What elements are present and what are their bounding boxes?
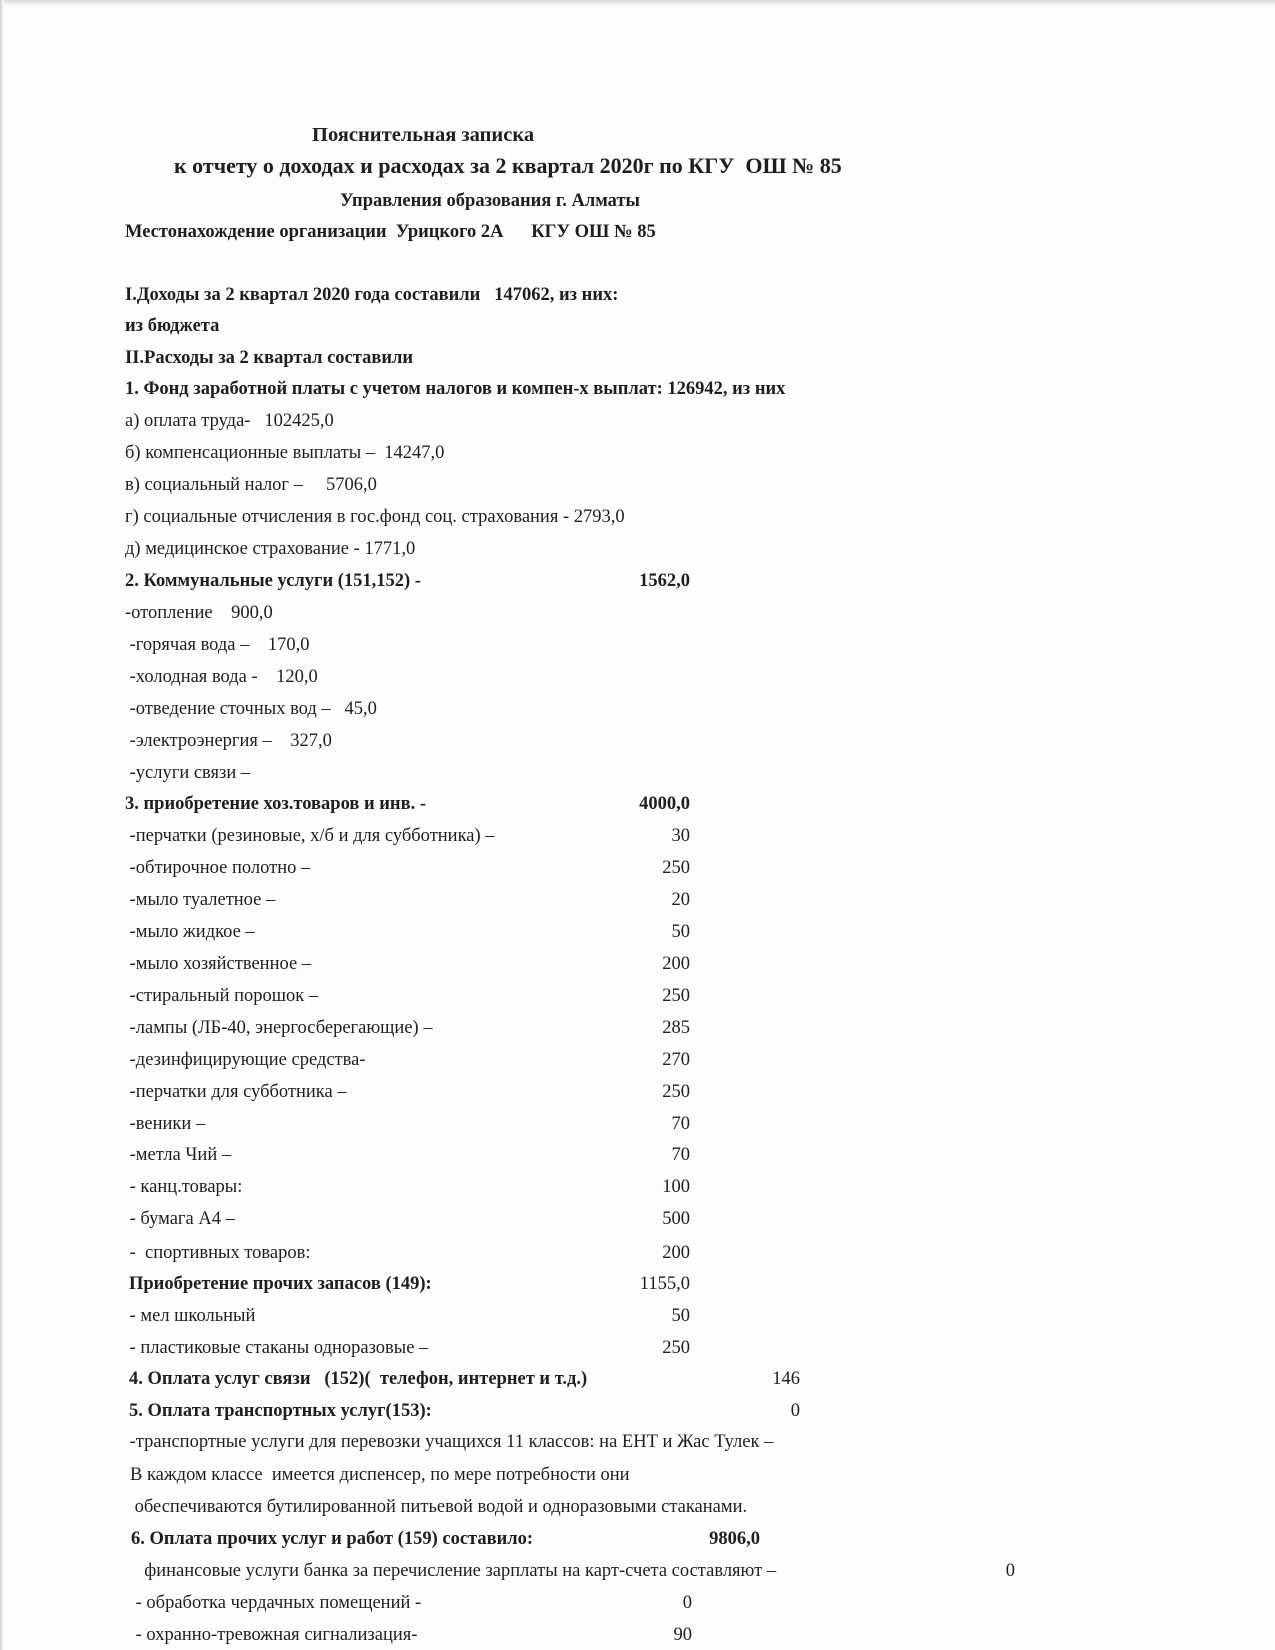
household-item-value: 70 (671, 1145, 690, 1165)
household-item-value: 20 (671, 890, 690, 910)
utilities-total: 1562,0 (639, 571, 690, 591)
expenses-heading: II.Расходы за 2 квартал составили (125, 348, 414, 368)
other-stock-item-label: - пластиковые стаканы одноразовые – (125, 1338, 429, 1358)
other-services-item-value: 0 (682, 1593, 692, 1613)
utility-item: -отведение сточных вод – 45,0 (125, 699, 377, 719)
household-item-value: 250 (662, 986, 690, 1006)
utility-item: -услуги связи – (125, 763, 251, 783)
document-title: Пояснительная записка (312, 124, 535, 146)
utilities-heading: 2. Коммунальные услуги (151,152) - (125, 571, 421, 591)
other-services-item-value: 0 (1005, 1561, 1015, 1581)
household-item-label: -мыло жидкое – (125, 922, 255, 942)
payroll-item: д) медицинское страхование - 1771,0 (125, 539, 416, 559)
payroll-heading: 1. Фонд заработной платы с учетом налогов и компен-х выплат: 126942, из них (125, 379, 786, 399)
other-services-item-label: финансовые услуги банка за перечисление зарплаты на карт-счета составляют – (135, 1561, 777, 1581)
household-item-label: -мыло туалетное – (125, 890, 276, 910)
utility-item: -отопление 900,0 (125, 603, 273, 623)
other-services-total: 9806,0 (709, 1529, 760, 1549)
income-budget: из бюджета (125, 316, 220, 336)
household-item-value: 200 (662, 954, 690, 974)
household-total: 4000,0 (639, 794, 690, 814)
document-subtitle: к отчету о доходах и расходах за 2 квартал 2020г по КГУ ОШ № 85 (174, 153, 842, 178)
utility-item: -электроэнергия – 327,0 (125, 731, 332, 751)
transport-value: 0 (790, 1401, 800, 1421)
household-item-label: -лампы (ЛБ-40, энергосберегающие) – (125, 1018, 433, 1038)
payroll-item: в) социальный налог – 5706,0 (125, 475, 377, 495)
utility-item: -горячая вода – 170,0 (125, 635, 310, 655)
household-item-value: 270 (662, 1050, 690, 1070)
household-item-label: -перчатки для субботника – (125, 1082, 347, 1102)
household-item-label: -обтирочное полотно – (125, 858, 311, 878)
other-services-item-value: 90 (673, 1625, 692, 1645)
payroll-item: а) оплата труда- 102425,0 (125, 411, 334, 431)
household-item-value: 30 (671, 826, 690, 846)
household-heading: 3. приобретение хоз.товаров и инв. - (125, 794, 426, 814)
other-services-item-label: - охранно-тревожная сигнализация- (131, 1625, 418, 1645)
household-item-value: 100 (662, 1177, 690, 1197)
household-item-value: 70 (671, 1114, 690, 1134)
household-item-label: -дезинфицирующие средства- (125, 1050, 366, 1070)
household-item-label: - канц.товары: (125, 1177, 243, 1197)
other-stock-total: 1155,0 (639, 1274, 690, 1294)
transport-line: -транспортные услуги для перевозки учащихся 11 классов: на ЕНТ и Жас Тулек – (125, 1432, 774, 1452)
other-stock-heading: Приобретение прочих запасов (149): (129, 1274, 432, 1294)
scan-edge-left (0, 0, 4, 1650)
communication-value: 146 (772, 1369, 800, 1389)
household-item-label: - бумага А4 – (125, 1209, 235, 1229)
household-item-value: 500 (662, 1209, 690, 1229)
other-stock-item-label: - мел школьный (125, 1306, 256, 1326)
household-item-value: 250 (662, 1082, 690, 1102)
income-line: I.Доходы за 2 квартал 2020 года составили 147062, из них: (125, 285, 619, 305)
household-item-value: 250 (662, 858, 690, 878)
other-services-item-label: - обработка чердачных помещений - (131, 1593, 422, 1613)
household-item-label: -веники – (125, 1114, 206, 1134)
household-item-label: -метла Чий – (125, 1145, 232, 1165)
utility-item: -холодная вода - 120,0 (125, 667, 318, 687)
household-item-label: -стиральный порошок – (125, 986, 319, 1006)
other-stock-item-value: 250 (662, 1338, 690, 1358)
payroll-item: г) социальные отчисления в гос.фонд соц. страхования - 2793,0 (125, 507, 625, 527)
transport-heading: 5. Оплата транспортных услуг(153): (129, 1401, 432, 1421)
other-services-heading: 6. Оплата прочих услуг и работ (159) составило: (131, 1529, 534, 1549)
department-line: Управления образования г. Алматы (340, 191, 640, 211)
household-item-value: 200 (662, 1243, 690, 1263)
other-stock-item-value: 50 (671, 1306, 690, 1326)
payroll-item: б) компенсационные выплаты – 14247,0 (125, 443, 445, 463)
scan-edge-top (0, 0, 1275, 6)
transport-line: обеспечиваются бутилированной питьевой водой и одноразовыми стаканами. (130, 1497, 748, 1517)
transport-line: В каждом классе имеется диспенсер, по мере потребности они (130, 1465, 630, 1485)
household-item-label: -перчатки (резиновые, х/б и для субботника) – (125, 826, 495, 846)
household-item-label: -мыло хозяйственное – (125, 954, 312, 974)
communication-heading: 4. Оплата услуг связи (152)( телефон, интернет и т.д.) (129, 1369, 588, 1389)
location-line: Местонахождение организации Урицкого 2А КГУ ОШ № 85 (125, 222, 656, 242)
household-item-label: - спортивных товаров: (125, 1243, 311, 1263)
household-item-value: 285 (662, 1018, 690, 1038)
household-item-value: 50 (671, 922, 690, 942)
